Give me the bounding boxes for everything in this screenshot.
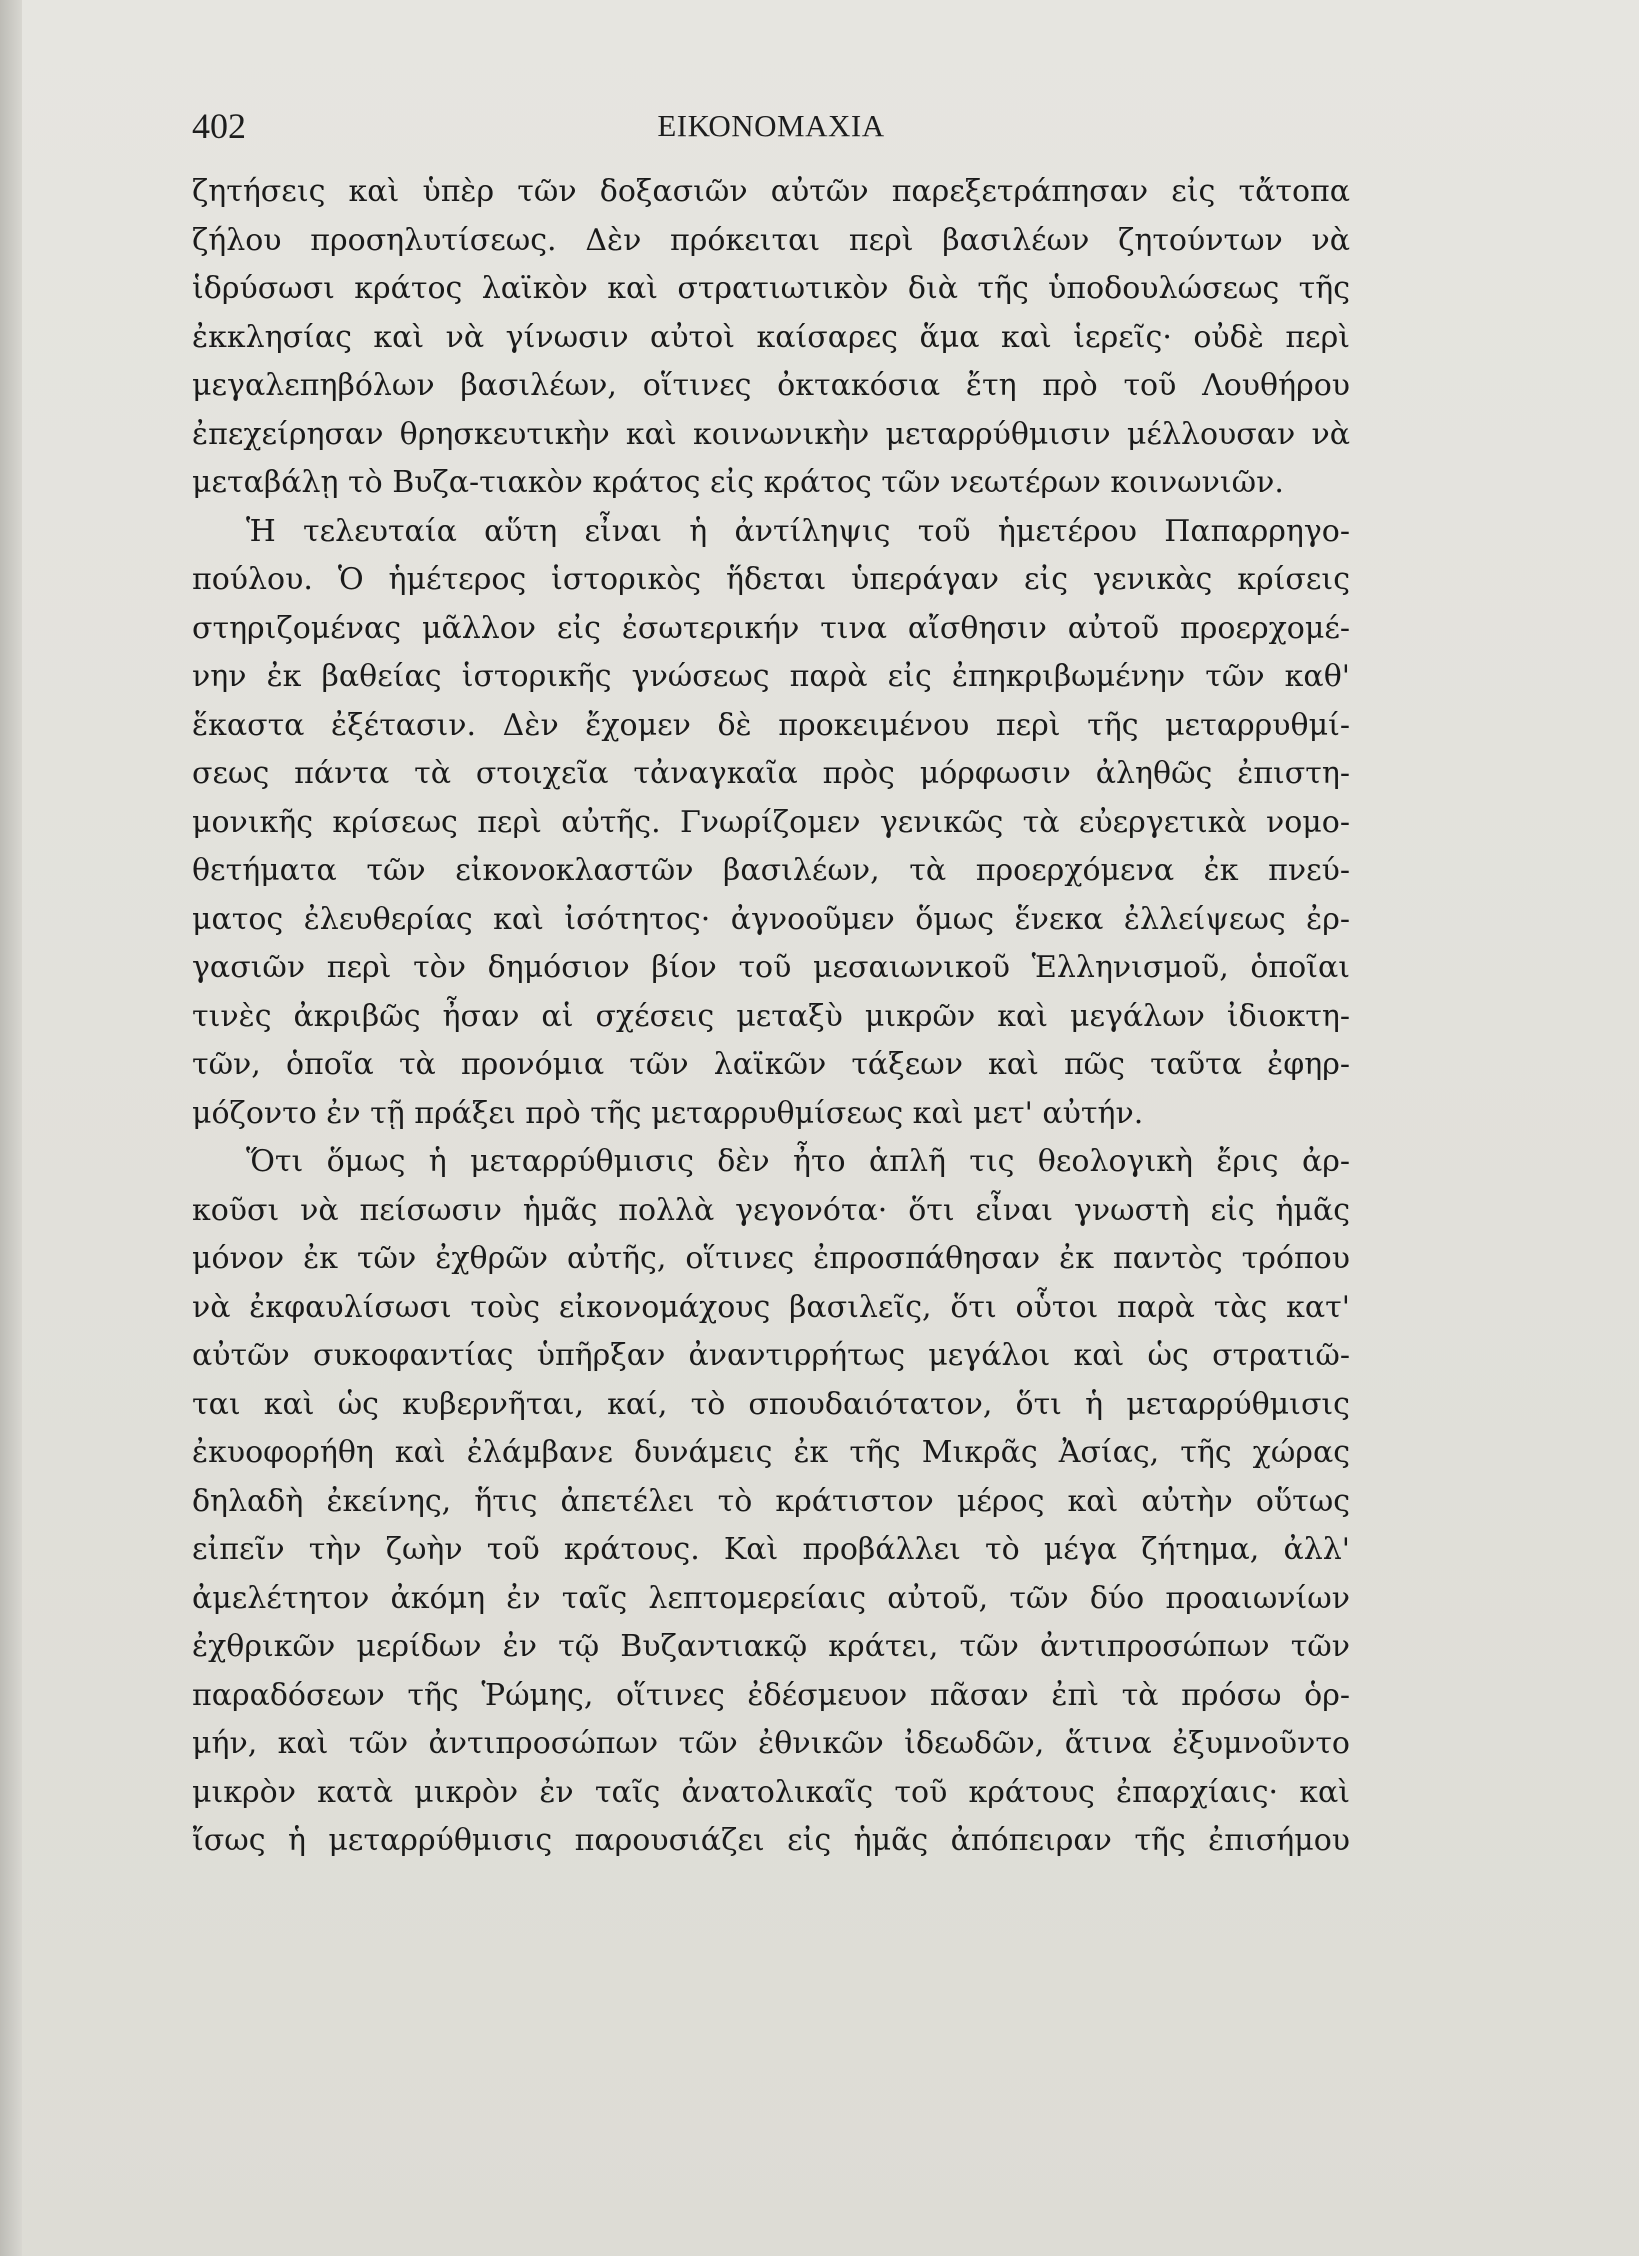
text-line: νην ἐκ βαθείας ἱστορικῆς γνώσεως παρὰ εἰς ἐπηκριβωμένην τῶν καθ' bbox=[192, 659, 1350, 694]
text-line: στηριζομένας μᾶλλον εἰς ἐσωτερικήν τινα αἴσθησιν αὐτοῦ προερχομέ- bbox=[192, 610, 1350, 646]
text-line: ἐκυοφορήθη καὶ ἐλάμβανε δυνάμεις ἐκ τῆς Μικρᾶς Ἀσίας, τῆς χώρας bbox=[192, 1435, 1350, 1470]
text-line: μικρὸν κατὰ μικρὸν ἐν ταῖς ἀνατολικαῖς τοῦ κράτους ἐπαρχίαις· καὶ bbox=[192, 1774, 1350, 1810]
text-line: γασιῶν περὶ τὸν δημόσιον βίον τοῦ μεσαιωνικοῦ Ἑλληνισμοῦ, ὁποῖαι bbox=[192, 950, 1350, 985]
text-line: ἐπεχείρησαν θρησκευτικὴν καὶ κοινωνικὴν μεταρρύθμισιν μέλλουσαν νὰ bbox=[192, 416, 1350, 452]
text-line: αὐτῶν συκοφαντίας ὑπῆρξαν ἀναντιρρήτως μεγάλοι καὶ ὡς στρατιῶ- bbox=[192, 1338, 1350, 1373]
text-line: μήν, καὶ τῶν ἀντιπροσώπων τῶν ἐθνικῶν ἰδεωδῶν, ἅτινα ἐξυμνοῦντο bbox=[192, 1726, 1350, 1761]
text-line: νὰ ἐκφαυλίσωσι τοὺς εἰκονομάχους βασιλεῖς, ὅτι οὗτοι παρὰ τὰς κατ' bbox=[192, 1289, 1350, 1325]
body-text bbox=[192, 168, 1350, 1866]
text-line: ζήλου προσηλυτίσεως. Δὲν πρόκειται περὶ βασιλέων ζητούντων νὰ bbox=[192, 222, 1350, 258]
page-number: 402 bbox=[192, 106, 246, 146]
text-line: μονικῆς κρίσεως περὶ αὐτῆς. Γνωρίζομεν γενικῶς τὰ εὐεργετικὰ νομο- bbox=[192, 804, 1350, 840]
text-line: ἴσως ἡ μεταρρύθμισις παρουσιάζει εἰς ἡμᾶς ἀπόπειραν τῆς ἐπισήμου bbox=[192, 1823, 1350, 1858]
paragraph-start-line: Ἡ τελευταία αὕτη εἶναι ἡ ἀντίληψις τοῦ ἡμετέρου Παπαρρηγο- bbox=[246, 513, 1350, 549]
text-line: εἰπεῖν τὴν ζωὴν τοῦ κράτους. Καὶ προβάλλει τὸ μέγα ζήτημα, ἀλλ' bbox=[192, 1532, 1350, 1567]
text-line: ματος ἐλευθερίας καὶ ἰσότητος· ἀγνοοῦμεν ὅμως ἕνεκα ἐλλείψεως ἐρ- bbox=[192, 901, 1350, 937]
text-line: σεως πάντα τὰ στοιχεῖα τἀναγκαῖα πρὸς μόρφωσιν ἀληθῶς ἐπιστη- bbox=[192, 756, 1350, 791]
text-line: ἐχθρικῶν μερίδων ἐν τῷ Βυζαντιακῷ κράτει, τῶν ἀντιπροσώπων τῶν bbox=[192, 1629, 1350, 1664]
text-line: ἐκκλησίας καὶ νὰ γίνωσιν αὐτοὶ καίσαρες ἅμα καὶ ἱερεῖς· οὐδὲ περὶ bbox=[192, 319, 1350, 355]
text-line: κοῦσι νὰ πείσωσιν ἡμᾶς πολλὰ γεγονότα· ὅτι εἶναι γνωστὴ εἰς ἡμᾶς bbox=[192, 1192, 1350, 1228]
text-line: ἀμελέτητον ἀκόμη ἐν ταῖς λεπτομερείαις αὐτοῦ, τῶν δύο προαιωνίων bbox=[192, 1580, 1350, 1616]
text-line: πούλου. Ὁ ἡμέτερος ἱστορικὸς ἥδεται ὑπεράγαν εἰς γενικὰς κρίσεις bbox=[192, 562, 1350, 597]
text-line: δηλαδὴ ἐκείνης, ἥτις ἀπετέλει τὸ κράτιστον μέρος καὶ αὐτὴν οὕτως bbox=[192, 1483, 1350, 1519]
text-line: ζητήσεις καὶ ὑπὲρ τῶν δοξασιῶν αὐτῶν παρεξετράπησαν εἰς τἄτοπα bbox=[192, 174, 1350, 209]
text-line: τινὲς ἀκριβῶς ἦσαν αἱ σχέσεις μεταξὺ μικρῶν καὶ μεγάλων ἰδιοκτη- bbox=[192, 998, 1350, 1034]
text-line: μεγαλεπηβόλων βασιλέων, οἵτινες ὀκτακόσια ἔτη πρὸ τοῦ Λουθήρου bbox=[192, 368, 1350, 403]
text-line: ἕκαστα ἐξέτασιν. Δὲν ἔχομεν δὲ προκειμένου περὶ τῆς μεταρρυθμί- bbox=[192, 707, 1350, 743]
page-gutter-shadow bbox=[0, 0, 22, 2256]
text-line: μόνον ἐκ τῶν ἐχθρῶν αὐτῆς, οἵτινες ἐπροσπάθησαν ἐκ παντὸς τρόπου bbox=[192, 1241, 1350, 1276]
running-title: ΕΙΚΟΝΟΜΑΧΙΑ bbox=[657, 108, 885, 143]
text-line: μόζοντο ἐν τῇ πράξει πρὸ τῆς μεταρρυθμίσεως καὶ μετ' αὐτήν. bbox=[192, 1095, 1144, 1131]
paragraph-start-line: Ὅτι ὅμως ἡ μεταρρύθμισις δὲν ἦτο ἁπλῆ τις θεολογικὴ ἔρις ἀρ- bbox=[246, 1144, 1350, 1179]
text-line: μεταβάλῃ τὸ Βυζα-τιακὸν κράτος εἰς κράτος τῶν νεωτέρων κοινωνιῶν. bbox=[192, 465, 1284, 500]
page-header bbox=[192, 100, 1350, 152]
text-line: παραδόσεων τῆς Ῥώμης, οἵτινες ἐδέσμευον πᾶσαν ἐπὶ τὰ πρόσω ὁρ- bbox=[192, 1677, 1350, 1713]
text-line: τῶν, ὁποῖα τὰ προνόμια τῶν λαϊκῶν τάξεων καὶ πῶς ταῦτα ἐφηρ- bbox=[192, 1047, 1350, 1082]
text-line: ἱδρύσωσι κράτος λαϊκὸν καὶ στρατιωτικὸν διὰ τῆς ὑποδουλώσεως τῆς bbox=[192, 271, 1350, 306]
text-line: ται καὶ ὡς κυβερνῆται, καί, τὸ σπουδαιότατον, ὅτι ἡ μεταρρύθμισις bbox=[192, 1386, 1350, 1422]
text-line: θετήματα τῶν εἰκονοκλαστῶν βασιλέων, τὰ προερχόμενα ἐκ πνεύ- bbox=[192, 853, 1350, 888]
